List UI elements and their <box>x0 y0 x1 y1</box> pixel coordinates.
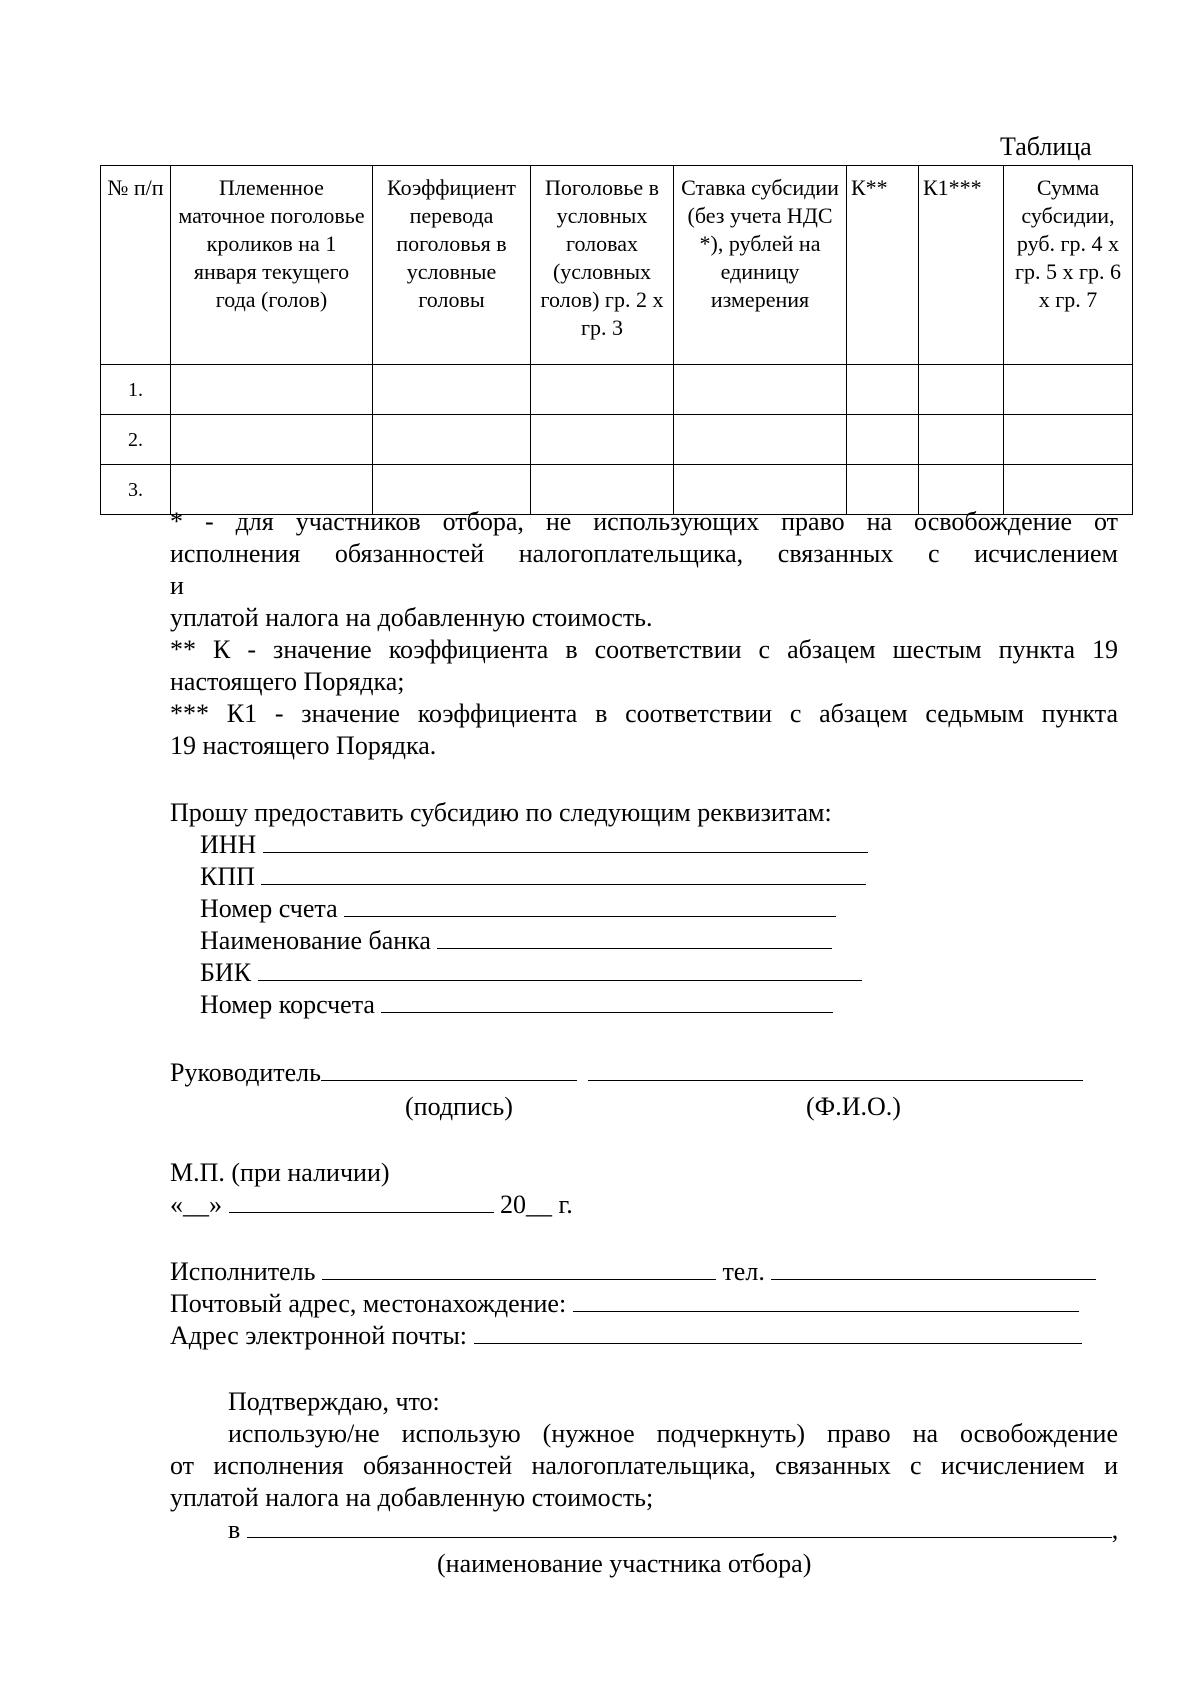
bik-label: БИК <box>200 958 252 987</box>
confirm-title: Подтверждаю, что: <box>228 1387 440 1416</box>
confirm-line-2: от исполнения обязанностей налогоплательщика, связанных с исчислением и <box>170 1451 1118 1480</box>
requisites-intro: Прошу предоставить субсидию по следующим реквизитам: <box>170 798 832 827</box>
confirm-line-1: использую/не использую (нужное подчеркнуть) право на освобождение <box>228 1419 1118 1448</box>
participant-row <box>228 1514 1118 1546</box>
executor-field[interactable] <box>322 1257 716 1280</box>
note-k1-line-2: 19 настоящего Порядка. <box>170 731 437 760</box>
row-num: 3. <box>101 465 171 515</box>
table-row <box>101 415 1133 465</box>
confirm-line-3: уплатой налога на добавленную стоимость; <box>170 1483 654 1512</box>
table-cell[interactable] <box>171 415 373 465</box>
table-cell[interactable] <box>674 415 847 465</box>
bik-row <box>200 957 862 989</box>
table-header-row <box>101 166 1133 365</box>
account-label: Номер счета <box>200 894 338 923</box>
subsidy-table <box>100 165 1133 515</box>
header-conditional-heads: Поголовье в условных головах (условных голов) гр. 2 х гр. 3 <box>531 166 674 365</box>
table-cell[interactable] <box>1004 365 1133 415</box>
row-num: 2. <box>101 415 171 465</box>
note-vat-line-3: и <box>170 571 184 600</box>
table-cell[interactable] <box>919 365 1004 415</box>
date-month-field[interactable] <box>229 1190 494 1213</box>
header-k: К** <box>847 166 919 365</box>
date-year: 20__ г. <box>500 1190 573 1219</box>
address-field[interactable] <box>573 1289 1079 1312</box>
corr-row <box>200 989 833 1021</box>
bik-field[interactable] <box>258 958 862 981</box>
address-row <box>170 1288 1079 1320</box>
head-label: Руководитель <box>170 1058 321 1087</box>
email-row <box>170 1320 1082 1352</box>
account-field[interactable] <box>344 894 836 917</box>
bank-row <box>200 925 832 957</box>
note-vat-line-2: исполнения обязанностей налогоплательщика, связанных с исчислением <box>170 539 1118 568</box>
bank-field[interactable] <box>437 926 832 949</box>
table-cell[interactable] <box>373 415 531 465</box>
header-herd: Племенное маточное поголовье кроликов на 1 января текущего года (голов) <box>171 166 373 365</box>
table-cell[interactable] <box>171 365 373 415</box>
date-row <box>170 1189 573 1221</box>
note-vat-line-1: * - для участников отбора, не использующих право на освобождение от <box>170 507 1118 536</box>
header-sum: Сумма субсидии, руб. гр. 4 х гр. 5 х гр. 6 х гр. 7 <box>1004 166 1133 365</box>
table-cell[interactable] <box>847 365 919 415</box>
participant-prefix: в <box>228 1515 241 1544</box>
header-coefficient: Коэффициент перевода поголовья в условные головы <box>373 166 531 365</box>
corr-field[interactable] <box>381 990 833 1013</box>
kpp-row <box>200 861 866 893</box>
head-fio-field[interactable] <box>588 1058 1083 1081</box>
header-num: № п/п <box>101 166 171 365</box>
inn-label: ИНН <box>200 830 257 859</box>
address-label: Почтовый адрес, местонахождение: <box>170 1289 567 1318</box>
kpp-label: КПП <box>200 862 255 891</box>
head-signature-field[interactable] <box>321 1058 577 1081</box>
email-label: Адрес электронной почты: <box>170 1321 468 1350</box>
bank-label: Наименование банка <box>200 926 431 955</box>
table-cell[interactable] <box>531 365 674 415</box>
participant-comma: , <box>1111 1515 1119 1544</box>
note-k1-line-1: *** К1 - значение коэффициента в соответствии с абзацем седьмым пункта <box>170 699 1118 728</box>
inn-row <box>200 829 868 861</box>
table-row <box>101 365 1133 415</box>
header-rate: Ставка субсидии (без учета НДС *), рублей на единицу измерения <box>674 166 847 365</box>
signature-caption: (подпись) <box>405 1092 513 1121</box>
table-cell[interactable] <box>531 415 674 465</box>
participant-field[interactable] <box>247 1515 1112 1538</box>
table-caption: Таблица <box>1000 132 1092 161</box>
note-k-line-1: ** К - значение коэффициента в соответствии с абзацем шестым пункта 19 <box>170 635 1118 664</box>
phone-label: тел. <box>722 1257 765 1286</box>
stamp-label: М.П. (при наличии) <box>170 1158 390 1187</box>
fio-caption: (Ф.И.О.) <box>806 1092 901 1121</box>
account-row <box>200 893 836 925</box>
table-cell[interactable] <box>373 365 531 415</box>
head-row <box>170 1057 1083 1089</box>
note-k-line-2: настоящего Порядка; <box>170 667 405 696</box>
inn-field[interactable] <box>263 830 868 853</box>
table-cell[interactable] <box>847 415 919 465</box>
participant-caption: (наименование участника отбора) <box>437 1549 812 1578</box>
note-vat-line-4: уплатой налога на добавленную стоимость. <box>170 603 653 632</box>
date-day: «__» <box>170 1190 222 1219</box>
kpp-field[interactable] <box>261 862 866 885</box>
table-cell[interactable] <box>1004 415 1133 465</box>
header-k1: К1*** <box>919 166 1004 365</box>
row-num: 1. <box>101 365 171 415</box>
corr-label: Номер корсчета <box>200 990 375 1019</box>
email-field[interactable] <box>474 1321 1082 1344</box>
table-cell[interactable] <box>919 415 1004 465</box>
table-cell[interactable] <box>674 365 847 415</box>
executor-row <box>170 1256 1096 1288</box>
executor-label: Исполнитель <box>170 1257 316 1286</box>
phone-field[interactable] <box>771 1257 1096 1280</box>
